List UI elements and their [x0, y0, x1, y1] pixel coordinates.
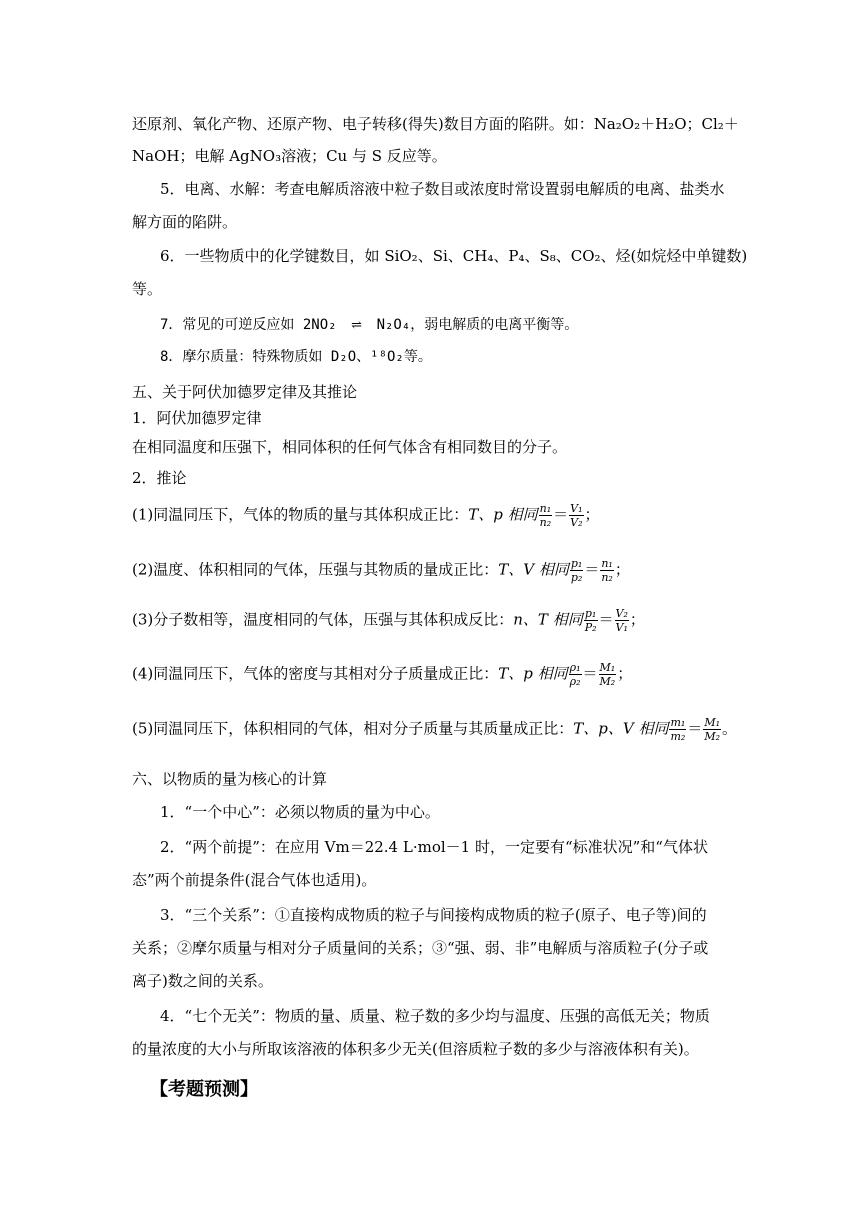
text-line: 关系；②摩尔质量与相对分子质量间的关系；③“强、弱、非”电解质与溶质粒子(分子或 — [132, 939, 709, 957]
corollary-1: (1)同温同压下，气体的物质的量与其体积成正比：T、p 相同 $\frac{\text{n₁}}{\text{n₂}}$ ＝ $\frac{\text{V₁}}{\text{V₂}}$ ； — [132, 502, 600, 529]
corollary-text: (1)同温同压下，气体的物质的量与其体积成正比： — [132, 505, 469, 524]
text-line: 1．“一个中心”：必须以物质的量为中心。 — [160, 803, 440, 821]
condition: T、p、V 相同 — [573, 719, 669, 738]
corollary-4: (4)同温同压下，气体的密度与其相对分子质量成正比：T、p 相同 $\frac{\text{ρ₁}}{\text{ρ₂}}$ ＝ $\frac{\text{M₁}}{\text{M₂}}$ ； — [132, 661, 633, 688]
fraction: $\frac{\text{m₁}}{\text{m₂}}$ — [670, 716, 686, 743]
text-line: 的量浓度的大小与所取该溶液的体积多少无关(但溶质粒子数的多少与溶液体积有关)。 — [132, 1040, 699, 1058]
subsection-heading: 2．推论 — [132, 469, 187, 487]
reaction-right: N₂O₄，弱电解质的电离平衡等。 — [376, 317, 579, 333]
condition: T、p 相同 — [468, 505, 538, 524]
corollary-text: (5)同温同压下，体积相同的气体，相对分子质量与其质量成正比： — [132, 719, 574, 738]
text-line: 8．摩尔质量：特殊物质如 D₂O、¹⁸O₂等。 — [160, 349, 432, 365]
reversible-arrow-icon: ⇌ — [351, 318, 363, 333]
fraction: $\frac{\text{V₁}}{\text{V₂}}$ — [570, 502, 583, 529]
corollary-text: (2)温度、体积相同的气体，压强与其物质的量成正比： — [132, 560, 499, 579]
fraction: $\frac{\text{M₁}}{\text{M₂}}$ — [599, 661, 616, 688]
text-line: 6．一些物质中的化学键数目，如 SiO₂、Si、CH₄、P₄、S₈、CO₂、烃(如烷烃中单键数) — [160, 247, 748, 265]
exam-prediction-heading: 【考题预测】 — [150, 1079, 258, 1100]
text-line: 解方面的陷阱。 — [132, 213, 238, 231]
fraction: $\frac{\text{n₁}}{\text{n₂}}$ — [601, 557, 613, 584]
condition: T、V 相同 — [498, 560, 569, 579]
section-heading: 五、关于阿伏加德罗定律及其推论 — [132, 383, 358, 401]
fraction: $\frac{\text{V₂}}{\text{V₁}}$ — [615, 607, 628, 634]
condition: T、p 相同 — [498, 664, 568, 683]
corollary-text: (4)同温同压下，气体的密度与其相对分子质量成正比： — [132, 664, 499, 683]
subsection-heading: 1．阿伏加德罗定律 — [132, 409, 262, 427]
text-line: 3．“三个关系”：①直接构成物质的粒子与间接构成物质的粒子(原子、电子等)间的 — [160, 906, 707, 924]
corollary-5: (5)同温同压下，体积相同的气体，相对分子质量与其质量成正比：T、p、V 相同 $\frac{\text{m₁}}{\text{m₂}}$ ＝ $\frac{\text{M₁}}{\text{M₂}}$ 。 — [132, 716, 738, 743]
text-line: 5．电离、水解：考查电解质溶液中粒子数目或浓度时常设置弱电解质的电离、盐类水 — [160, 180, 725, 198]
section-heading: 六、以物质的量为核心的计算 — [132, 770, 328, 788]
text-line: 还原剂、氧化产物、还原产物、电子转移(得失)数目方面的陷阱。如：Na₂O₂＋H₂O；Cl₂＋ — [132, 115, 739, 133]
corollary-3: (3)分子数相等，温度相同的气体，压强与其体积成反比：n、T 相同 $\frac{\text{p₁}}{\text{P₂}}$ ＝ $\frac{\text{V₂}}{\text{V₁}}$ ； — [132, 607, 645, 634]
fraction: $\frac{\text{M₁}}{\text{M₂}}$ — [704, 716, 721, 743]
fraction: $\frac{\text{p₁}}{\text{P₂}}$ — [584, 607, 597, 634]
text-line: NaOH；电解 AgNO₃溶液；Cu 与 S 反应等。 — [132, 147, 447, 165]
reaction-left: 7．常见的可逆反应如 2NO₂ — [160, 317, 337, 333]
text-line — [160, 313, 578, 337]
fraction: $\frac{\text{ρ₁}}{\text{ρ₂}}$ — [569, 661, 581, 688]
text-line: 在相同温度和压强下，相同体积的任何气体含有相同数目的分子。 — [132, 438, 568, 456]
text-line: 态”两个前提条件(混合气体也适用)。 — [132, 871, 377, 889]
corollary-text: (3)分子数相等，温度相同的气体，压强与其体积成反比： — [132, 610, 514, 629]
condition: n、T 相同 — [513, 610, 583, 629]
text-line: 2．“两个前提”：在应用 Vm＝22.4 L·mol－1 时，一定要有“标准状况”和“气体状 — [160, 838, 708, 856]
fraction: $\frac{\text{n₁}}{\text{n₂}}$ — [539, 502, 552, 529]
text-line: 4．“七个无关”：物质的量、质量、粒子数的多少均与温度、压强的高低无关；物质 — [160, 1007, 710, 1025]
corollary-2: (2)温度、体积相同的气体，压强与其物质的量成正比：T、V 相同 $\frac{\text{p₁}}{\text{p₂}}$ ＝ $\frac{\text{n₁}}{\text{n₂}}$ ； — [132, 557, 630, 584]
text-line: 等。 — [132, 280, 163, 298]
fraction: $\frac{\text{p₁}}{\text{p₂}}$ — [570, 557, 583, 584]
text-line: 离子)数之间的关系。 — [132, 972, 273, 990]
